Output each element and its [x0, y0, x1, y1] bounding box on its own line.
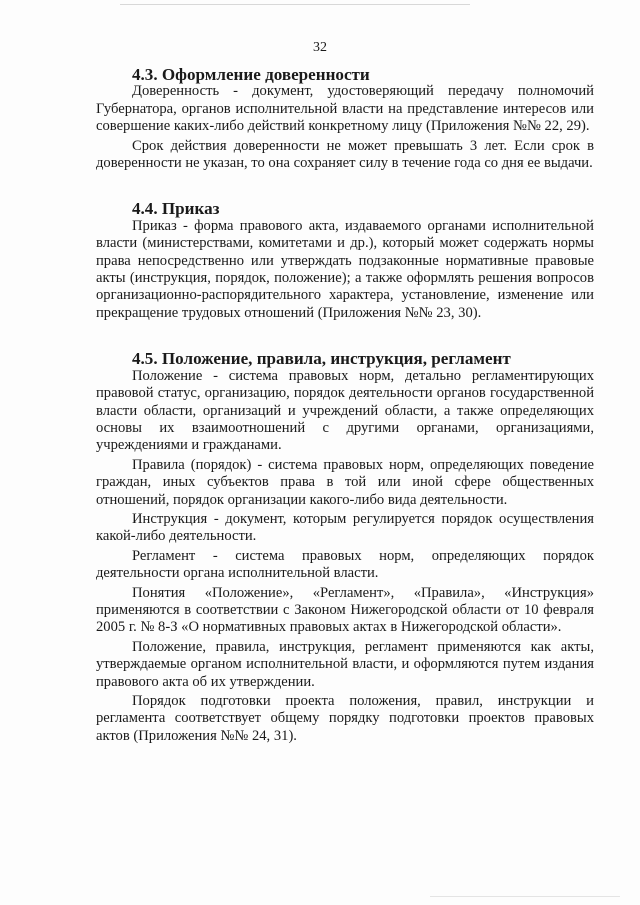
paragraph-power-of-attorney-term: Срок действия доверенности не может превышать 3 лет. Если срок в доверенности не указан, то она сохраняет силу в течение года со дня ее выдачи.: [96, 137, 594, 172]
page-number: 32: [313, 40, 327, 55]
section-title-4-3: 4.3. Оформление доверенности: [132, 65, 370, 84]
paragraph-order-definition: Приказ - форма правового акта, издаваемого органами исполнительной власти (министерствами, комитетами и др.), который может содержать нормы права непосредственно или утверждать подзаконные нормативные правовые акты (инструкция, порядок, положение); а также оформлять решения вопросов организационно-распорядительного характера, установление, изменение или прекращение трудовых отношений (Приложения №№ 23, 30).: [96, 217, 594, 321]
scan-edge-line: [120, 4, 470, 5]
paragraph-rules-definition: Правила (порядок) - система правовых норм, определяющих поведение граждан, иных субъектов права в той или иной сфере общественных отношений, порядок организации какого-либо вида деятельности.: [96, 456, 594, 508]
paragraph-preparation-procedure: Порядок подготовки проекта положения, правил, инструкции и регламента соответствует общему порядку подготовки проектов правовых актов (Приложения №№ 24, 31).: [96, 693, 594, 744]
section-title-4-5: 4.5. Положение, правила, инструкция, регламент: [132, 349, 511, 369]
section-title-4-4: 4.4. Приказ: [132, 199, 220, 219]
paragraph-concepts-law-reference: Понятия «Положение», «Регламент», «Правила», «Инструкция» применяются в соответствии с Законом Нижегородской области от 10 февраля 2005 г. № 8-З «О нормативных правовых актах в Нижегородской области».: [96, 584, 594, 636]
paragraph-regulation-definition: Положение - система правовых норм, детально регламентирующих правовой статус, организацию, порядок деятельности органов государственной власти области, организаций и учреждений области, а также определяющих основы их взаимоотношений с другими органами, организациями, учреждениями и гражданами.: [96, 367, 594, 454]
paragraph-instruction-definition: Инструкция - документ, которым регулируется порядок осуществления какой-либо деятельности.: [96, 510, 594, 545]
paragraph-reglament-definition: Регламент - система правовых норм, определяющих порядок деятельности органа исполнительной власти.: [96, 547, 594, 582]
paragraph-acts-approval: Положение, правила, инструкция, регламент применяются как акты, утверждаемые органом исполнительной власти, и оформляются путем издания правового акта об их утверждении.: [96, 638, 594, 690]
paragraph-power-of-attorney-definition: Доверенность - документ, удостоверяющий передачу полномочий Губернатора, органов исполнительной власти на представление интересов или совершение каких-либо действий конкретному лицу (Приложения №№ 22, 29).: [96, 83, 594, 135]
scan-edge-line-bottom: [430, 896, 620, 897]
document-body: [96, 66, 594, 745]
